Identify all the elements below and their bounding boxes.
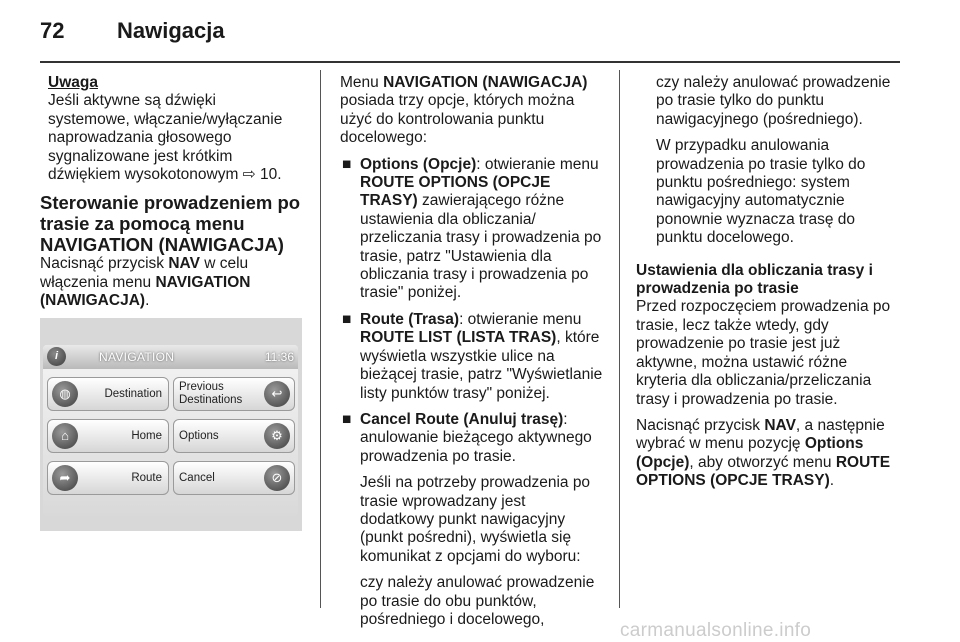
column-divider-1 bbox=[320, 70, 321, 608]
waypoint-paragraph bbox=[340, 474, 615, 566]
navigation-screen-image bbox=[40, 318, 302, 531]
note-line: dźwiękiem wysokotonowym ⇨ 10. bbox=[48, 166, 282, 184]
bullet-cancel-route bbox=[340, 411, 615, 466]
text-run: wybrać w menu pozycję bbox=[636, 435, 805, 453]
note-line: Jeśli aktywne są dźwięki bbox=[48, 92, 216, 110]
previous-destinations-button bbox=[173, 377, 295, 411]
bullet-options bbox=[340, 156, 615, 303]
text-line: punktu docelowego. bbox=[656, 229, 794, 247]
menu-name: Options bbox=[804, 435, 864, 453]
home-button bbox=[47, 419, 169, 453]
intro-paragraph bbox=[340, 74, 615, 148]
section-title-line: NAVIGATION (NAWIGACJA) bbox=[40, 234, 284, 256]
page-title: Nawigacja bbox=[117, 18, 225, 43]
bullet-mark: ■ bbox=[342, 155, 352, 173]
text-run: przeliczania trasy i prowadzenia po bbox=[360, 229, 602, 247]
text-run: posiada trzy opcje, których można bbox=[340, 92, 575, 110]
text-run: bieżącej trasie, patrz "Wyświetlanie bbox=[360, 366, 603, 384]
bullet-mark: ■ bbox=[342, 410, 352, 428]
text-run: listy punktów trasy" poniżej. bbox=[360, 384, 550, 402]
info-icon: i bbox=[47, 347, 66, 366]
gears-icon: ⚙ bbox=[264, 423, 290, 449]
route-button bbox=[47, 461, 169, 495]
text-line: nawigacyjnego (pośredniego). bbox=[656, 110, 863, 128]
text-run: : otwieranie menu bbox=[476, 155, 599, 173]
column-3 bbox=[636, 74, 916, 499]
label-line: Previous bbox=[179, 381, 224, 393]
route-arrow-icon: ➦ bbox=[52, 465, 78, 491]
text-run: w celu bbox=[199, 255, 249, 273]
header-rule bbox=[40, 61, 900, 63]
bullet-route bbox=[340, 311, 615, 403]
menu-name: Cancel Route (Anuluj trasę) bbox=[360, 410, 564, 428]
choice-paragraph-2 bbox=[636, 74, 916, 129]
column-2 bbox=[340, 74, 615, 637]
text-run: docelowego: bbox=[340, 129, 428, 147]
text-line: pośredniego i docelowego, bbox=[360, 610, 545, 628]
text-line: W przypadku anulowania bbox=[656, 137, 830, 155]
settings-paragraph bbox=[636, 298, 916, 408]
menu-name: OPTIONS (OPCJE TRASY) bbox=[636, 472, 830, 490]
text-line: punktu pośredniego: system bbox=[656, 174, 850, 192]
cancel-button bbox=[173, 461, 295, 495]
text-run: wyświetla wszystkie ulice na bbox=[360, 347, 555, 365]
button-label: Cancel bbox=[179, 472, 215, 484]
nav-key-label: NAV bbox=[168, 255, 200, 273]
text-run: kryteria dla obliczania/przeliczania bbox=[636, 372, 872, 390]
menu-name: ROUTE OPTIONS (OPCJE bbox=[360, 174, 551, 192]
text-run: aktywne, można ustawić różne bbox=[636, 353, 848, 371]
note-line: systemowe, włączanie/wyłączanie bbox=[48, 110, 283, 128]
text-run: trasie" poniżej. bbox=[360, 284, 462, 302]
options-button bbox=[173, 419, 295, 453]
text-run: , aby otworzyć menu bbox=[689, 453, 836, 471]
text-run: ustawienia dla obliczania/ bbox=[360, 210, 536, 228]
button-label: Route bbox=[131, 472, 162, 484]
watermark: carmanualsonline.info bbox=[620, 620, 812, 641]
text-run: . bbox=[829, 472, 835, 490]
text-line: dodatkowy punkt nawigacyjny bbox=[360, 510, 566, 528]
button-label bbox=[179, 381, 242, 407]
menu-name: Options (Opcje) bbox=[360, 155, 477, 173]
destination-button bbox=[47, 377, 169, 411]
open-options-paragraph bbox=[636, 417, 916, 491]
section-title-line: trasie za pomocą menu bbox=[40, 213, 245, 235]
button-label: Destination bbox=[104, 388, 162, 400]
text-line: (punkt pośredni), wyświetla się bbox=[360, 529, 572, 547]
cancel-waypoint-paragraph bbox=[636, 137, 916, 247]
screen-title: NAVIGATION bbox=[99, 350, 175, 364]
text-run: : otwieranie menu bbox=[459, 310, 582, 328]
nav-key-label: NAV bbox=[764, 416, 796, 434]
menu-name: NAVIGATION (NAWIGACJA) bbox=[383, 74, 588, 91]
back-arrow-icon: ↩ bbox=[264, 381, 290, 407]
text-run: Nacisnąć przycisk bbox=[636, 416, 765, 434]
text-run: , a następnie bbox=[795, 416, 885, 434]
text-run: Nacisnąć przycisk bbox=[40, 255, 169, 273]
note-title: Uwaga bbox=[48, 74, 98, 91]
text-run: Przed rozpoczęciem prowadzenia po bbox=[636, 298, 891, 316]
note-box bbox=[40, 74, 310, 184]
cancel-icon: ⊘ bbox=[264, 465, 290, 491]
text-run: włączenia menu bbox=[40, 273, 156, 291]
menu-name: ROUTE bbox=[835, 453, 891, 471]
menu-name: (Opcje) bbox=[636, 453, 690, 471]
home-icon: ⌂ bbox=[52, 423, 78, 449]
column-divider-2 bbox=[619, 70, 620, 608]
screen-title-bar bbox=[43, 345, 298, 369]
note-line: naprowadzania głosowego bbox=[48, 129, 232, 147]
menu-name: Route (Trasa) bbox=[360, 310, 460, 328]
screen-clock: 11:36 bbox=[264, 350, 294, 364]
subsection-title-line: Ustawienia dla obliczania trasy i bbox=[636, 261, 873, 279]
column-1 bbox=[40, 74, 310, 311]
text-line: czy należy anulować prowadzenie bbox=[656, 74, 891, 91]
subsection-title-line: prowadzenia po trasie bbox=[636, 280, 799, 298]
label-line: Destinations bbox=[179, 394, 243, 406]
globe-icon: ◍ bbox=[52, 381, 78, 407]
page-number: 72 bbox=[40, 18, 65, 43]
text-line: po trasie tylko do punktu bbox=[656, 92, 825, 110]
text-line: czy należy anulować prowadzenie bbox=[360, 574, 595, 592]
text-line: Jeśli na potrzeby prowadzenia po bbox=[360, 474, 591, 492]
text-line: komunikat z opcjami do wyboru: bbox=[360, 547, 581, 565]
text-run: użyć do kontrolowania punktu bbox=[340, 110, 545, 128]
menu-name: TRASY) bbox=[360, 192, 418, 210]
text-run: prowadzenia po trasie. bbox=[360, 447, 516, 465]
press-nav-instruction bbox=[40, 255, 310, 310]
text-line: ponownie wyznacza trasę do bbox=[656, 210, 856, 228]
bullet-mark: ■ bbox=[342, 310, 352, 328]
text-line: prowadzenia po trasie tylko do bbox=[656, 155, 866, 173]
text-run: trasie, patrz "Ustawienia dla bbox=[360, 247, 552, 265]
text-run: anulowanie bieżącego aktywnego bbox=[360, 429, 592, 447]
text-run: obliczania trasy i prowadzenia po bbox=[360, 266, 589, 284]
navigation-screen bbox=[43, 345, 298, 516]
text-run: . bbox=[145, 292, 150, 310]
text-run: trasy i prowadzenia po trasie. bbox=[636, 390, 838, 408]
text-line: trasie wprowadzany jest bbox=[360, 492, 526, 510]
text-run: : bbox=[563, 410, 568, 428]
text-line: po trasie do obu punktów, bbox=[360, 592, 537, 610]
menu-name: (NAWIGACJA) bbox=[40, 292, 146, 310]
button-label: Home bbox=[131, 430, 162, 442]
text-line: nawigacyjny automatycznie bbox=[656, 192, 845, 210]
choice-paragraph-1 bbox=[340, 574, 615, 629]
menu-name: NAVIGATION bbox=[155, 273, 251, 291]
text-run: Menu bbox=[340, 74, 384, 91]
button-label: Options bbox=[179, 430, 219, 442]
text-run: zawierającego różne bbox=[417, 192, 565, 210]
note-line: sygnalizowane jest krótkim bbox=[48, 147, 233, 165]
section-title-line: Sterowanie prowadzeniem po bbox=[40, 192, 301, 214]
menu-name: ROUTE LIST (LISTA TRAS) bbox=[360, 329, 557, 347]
text-run: trasie, lecz także wtedy, gdy bbox=[636, 316, 829, 334]
text-run: prowadzenie po trasie jest już bbox=[636, 335, 841, 353]
text-run: , które bbox=[556, 329, 600, 347]
